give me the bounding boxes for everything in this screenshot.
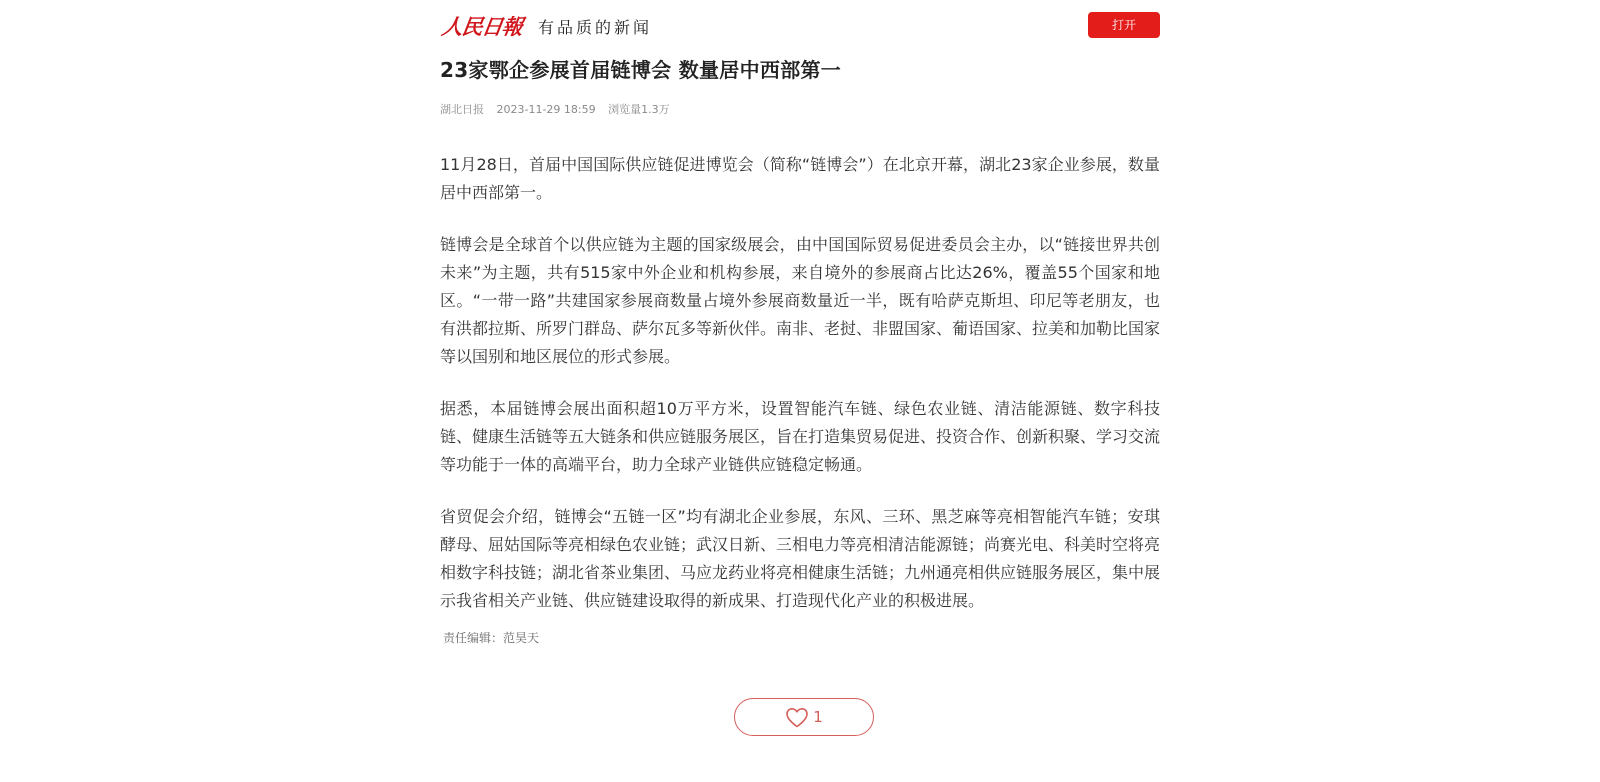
top-bar [440, 0, 1160, 50]
article-paragraph: 据悉，本届链博会展出面积超10万平方米，设置智能汽车链、绿色农业链、清洁能源链、数字科技链、健康生活链等五大链条和供应链服务展区，旨在打造集贸易促进、投资合作、创新积聚、学习交流等功能于一体的高端平台，助力全球产业链供应链稳定畅通。 [440, 399, 1161, 474]
responsible-editor: 责任编辑：范昊天 [443, 631, 540, 645]
open-app-button[interactable]: 打开 [1088, 12, 1160, 38]
article-views: 浏览量1.3万 [608, 103, 670, 116]
logo[interactable] [442, 11, 652, 41]
article-body [440, 151, 1160, 647]
article-datetime: 2023-11-29 18:59 [496, 103, 596, 116]
article-paragraph: 11月28日，首届中国国际供应链促进博览会（简称“链博会”）在北京开幕，湖北23家企业参展，数量居中西部第一。 [440, 155, 1160, 202]
article-source: 湖北日报 [440, 103, 484, 116]
like-button[interactable] [734, 698, 874, 736]
article-paragraph: 省贸促会介绍，链博会“五链一区”均有湖北企业参展，东风、三环、黑芝麻等亮相智能汽车链；安琪酵母、屈姑国际等亮相绿色农业链；武汉日新、三相电力等亮相清洁能源链；尚赛光电、科美时空将亮相数字科技链；湖北省茶业集团、马应龙药业将亮相健康生活链；九州通亮相供应链服务展区，集中展示我省相关产业链、供应链建设取得的新成果、打造现代化产业的积极进展。 [440, 507, 1161, 610]
like-count: 1 [813, 708, 823, 726]
article-title: 23家鄂企参展首届链博会 数量居中西部第一 [440, 58, 842, 82]
article-meta [440, 101, 1160, 119]
heart-icon [785, 707, 809, 728]
logo-slogan: 有品质的新闻 [538, 17, 653, 37]
article-paragraph: 链博会是全球首个以供应链为主题的国家级展会，由中国国际贸易促进委员会主办，以“链接世界共创未来”为主题，共有515家中外企业和机构参展，来自境外的参展商占比达26%，覆盖55个国家和地区。“一带一路”共建国家参展商数量占境外参展商数量近一半，既有哈萨克斯坦、印尼等老朋友，也有洪都拉斯、所罗门群岛、萨尔瓦多等新伙伴。南非、老挝、非盟国家、葡语国家、拉美和加勒比国家等以国别和地区展位的形式参展。 [440, 235, 1161, 366]
logo-mark: 人民日報 [440, 14, 524, 39]
content-column [440, 0, 1160, 647]
